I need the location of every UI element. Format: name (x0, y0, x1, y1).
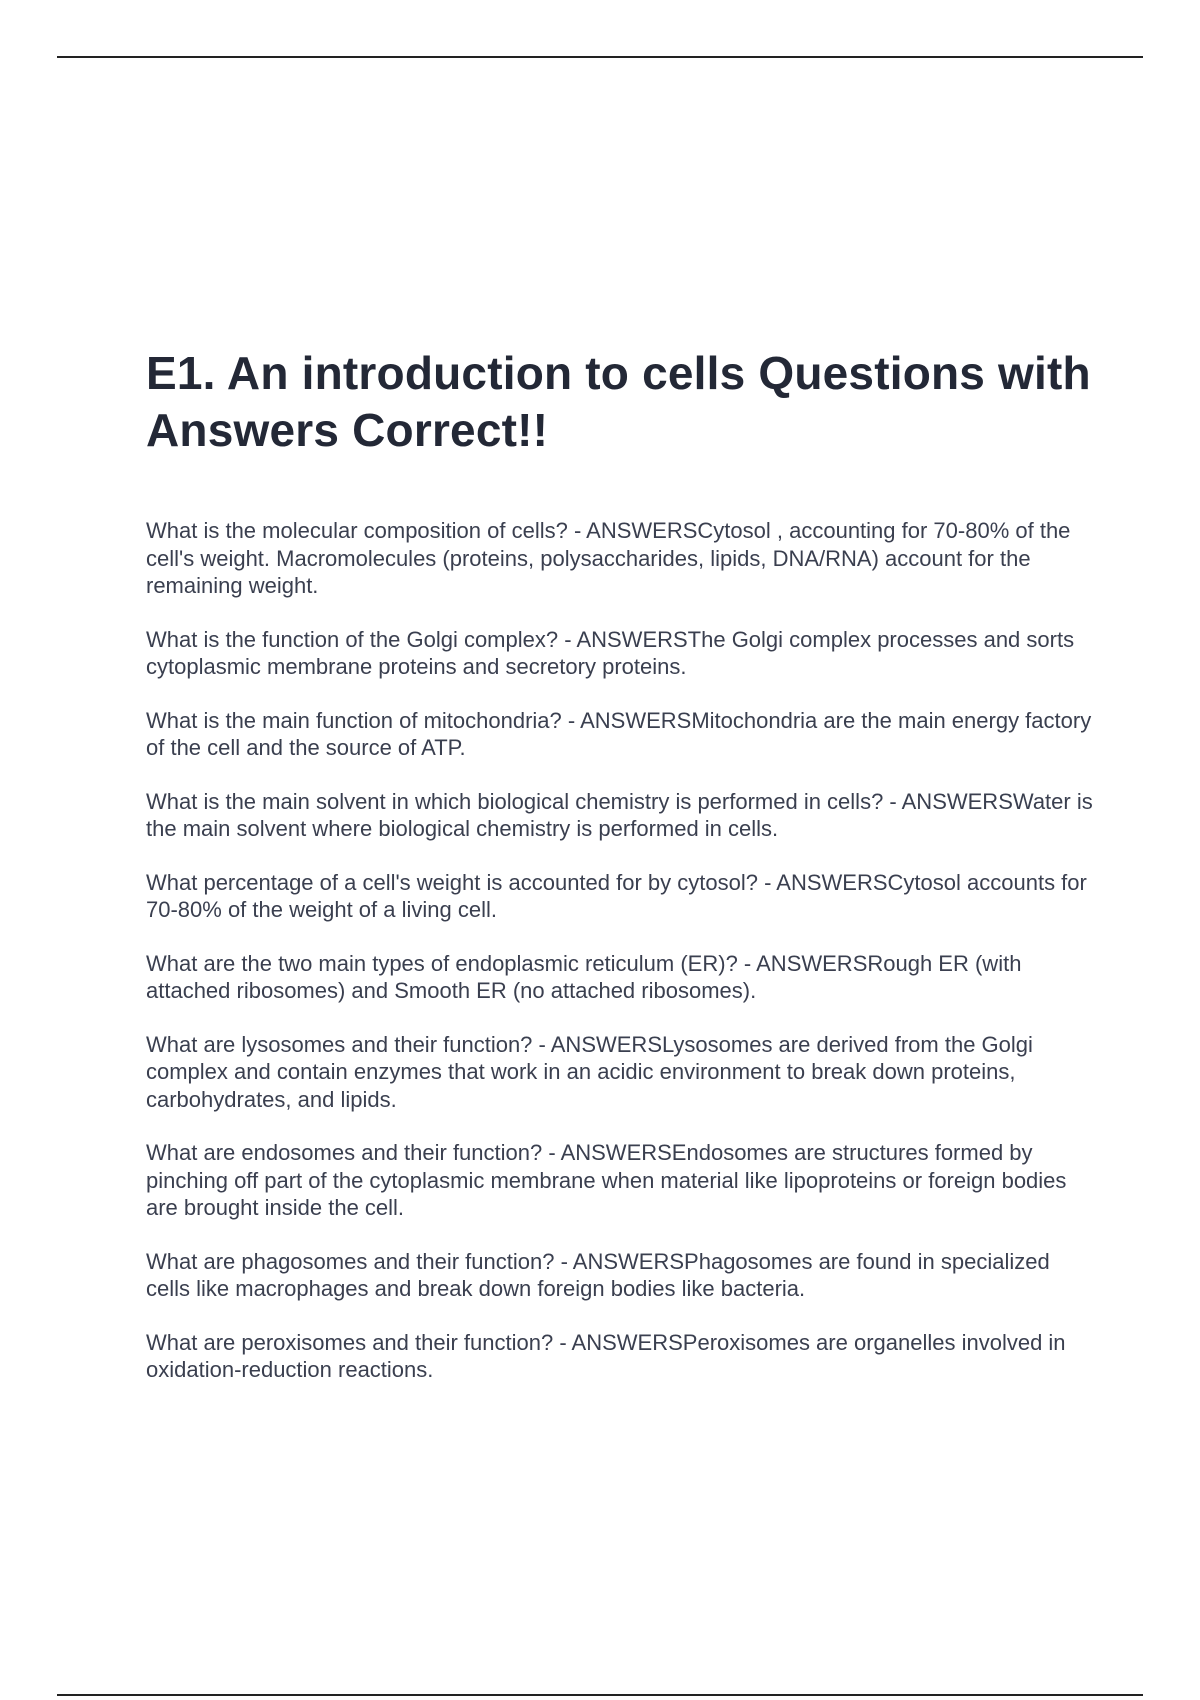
bottom-rule (57, 1694, 1143, 1696)
document-body (146, 345, 1096, 1410)
qa-item-10: What are peroxisomes and their function? - ANSWERSPeroxisomes are organelles involved in oxidation-reduction reactions. (146, 1329, 1066, 1382)
qa-item-3: What is the main function of mitochondria? - ANSWERSMitochondria are the main energy factory of the cell and the source of ATP. (146, 707, 1092, 760)
qa-item-5: What percentage of a cell's weight is accounted for by cytosol? - ANSWERSCytosol accounts for 70-80% of the weight of a living cell. (146, 869, 1087, 922)
qa-item-2: What is the function of the Golgi complex? - ANSWERSThe Golgi complex processes and sorts cytoplasmic membrane proteins and secretory proteins. (146, 626, 1075, 679)
qa-item-6: What are the two main types of endoplasmic reticulum (ER)? - ANSWERSRough ER (with attached ribosomes) and Smooth ER (no attached ribosomes). (146, 950, 1022, 1003)
top-rule (57, 56, 1143, 58)
qa-item-8: What are endosomes and their function? - ANSWERSEndosomes are structures formed by pinching off part of the cytoplasmic membrane when material like lipoproteins or foreign bodies are brought inside the cell. (146, 1140, 1067, 1220)
qa-item-1: What is the molecular composition of cells? - ANSWERSCytosol , accounting for 70-80% of the cell's weight. Macromolecules (proteins, polysaccharides, lipids, DNA/RNA) account for the remaining weight. (146, 518, 1071, 598)
qa-item-4: What is the main solvent in which biological chemistry is performed in cells? - ANSWERSWater is the main solvent where biological chemistry is performed in cells. (146, 788, 1093, 841)
qa-item-9: What are phagosomes and their function? - ANSWERSPhagosomes are found in specialized cells like macrophages and break down foreign bodies like bacteria. (146, 1248, 1050, 1301)
qa-item-7: What are lysosomes and their function? - ANSWERSLysosomes are derived from the Golgi complex and contain enzymes that work in an acidic environment to break down proteins, carbohydrates, and lipids. (146, 1031, 1033, 1112)
page-title: E1. An introduction to cells Questions with Answers Correct!! (146, 347, 1091, 456)
qa-list (146, 517, 1096, 1384)
